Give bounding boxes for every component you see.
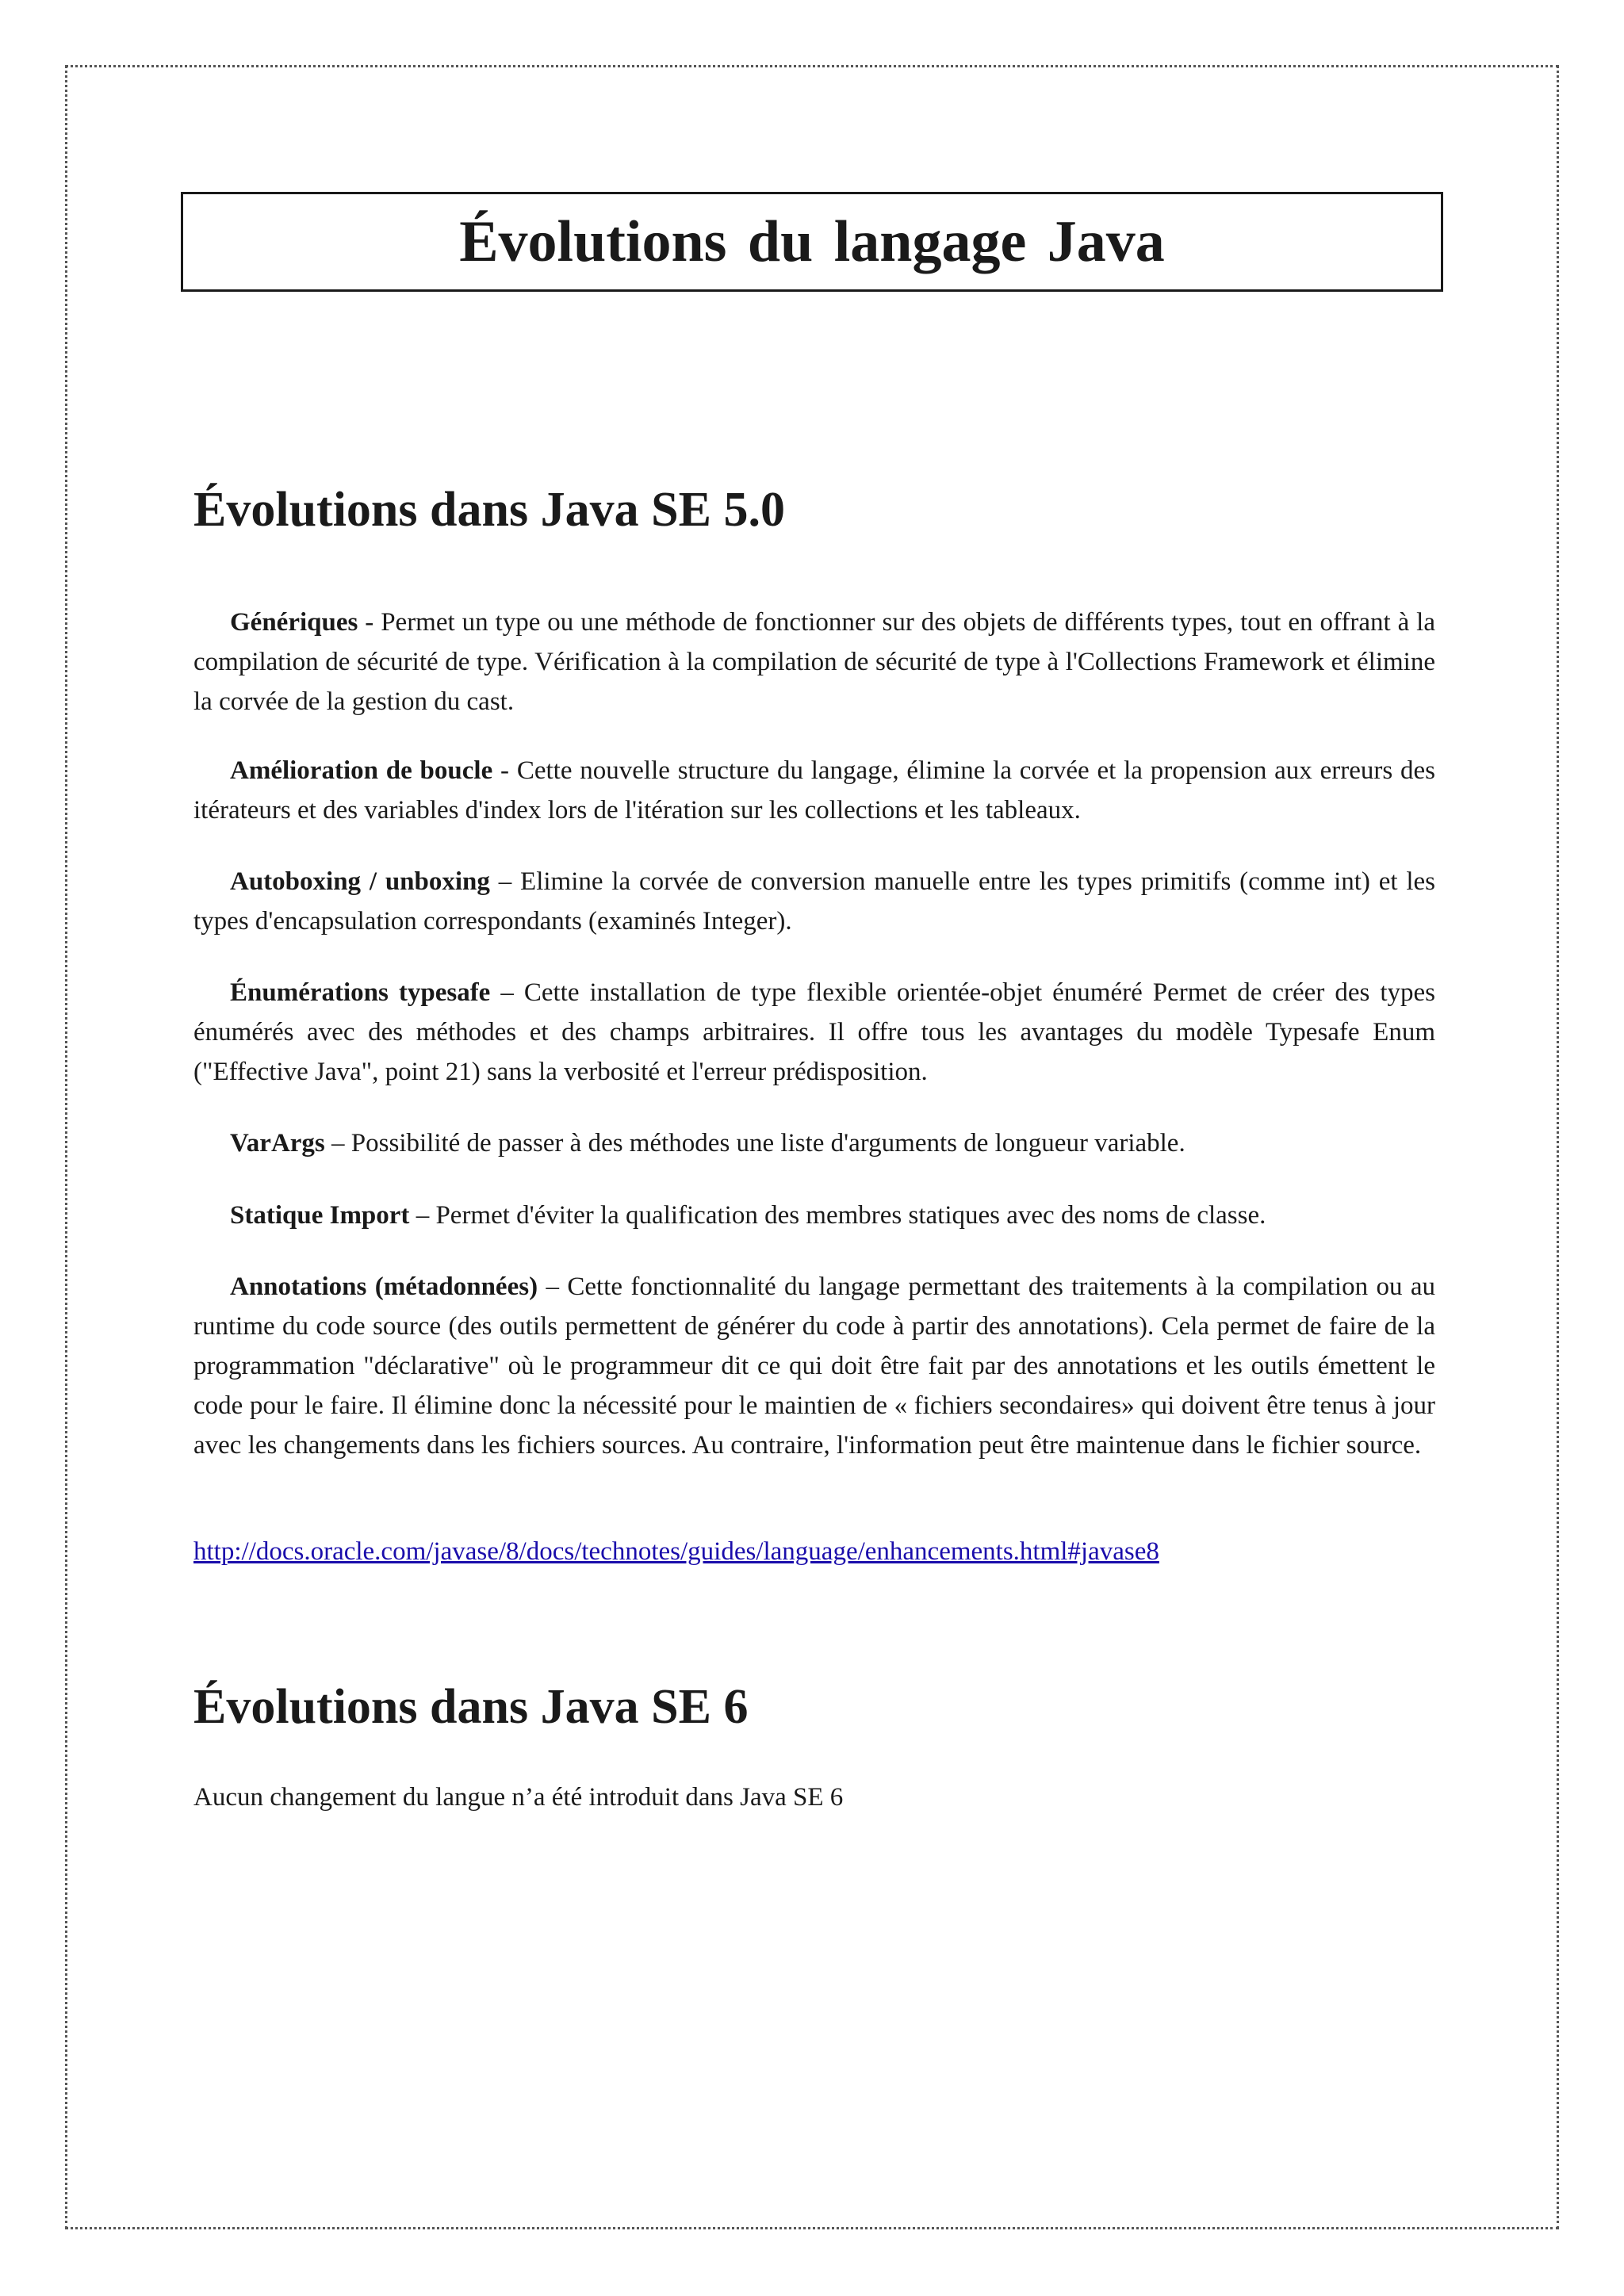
item-term: VarArgs xyxy=(230,1129,325,1158)
item-term: Statique Import xyxy=(230,1201,410,1230)
item-separator: – xyxy=(490,978,524,1007)
item-paragraph xyxy=(193,862,1435,941)
item-text: Cette installation de type flexible orientée-objet énuméré Permet de créer des types énumérés avec des méthodes et des champs arbitraires. Il offre tous les avantages du modèle Typesafe Enum ("Effective Java", point 21) sans la verbosité et l'erreur prédisposition. xyxy=(193,978,1435,1086)
docs-link-wrap xyxy=(193,1532,1435,1571)
item-text: Possibilité de passer à des méthodes une liste d'arguments de longueur variable. xyxy=(350,1129,1185,1158)
item-text: Cette nouvelle structure du langage, élimine la corvée et la propension aux erreurs des itérateurs et des variables d'index lors de l'itération sur les collections et les tableaux. xyxy=(193,756,1435,825)
item-separator: - xyxy=(492,756,517,785)
item-varargs xyxy=(193,1123,1435,1163)
item-paragraph xyxy=(193,751,1435,830)
item-annotations xyxy=(193,1267,1435,1465)
item-paragraph xyxy=(193,1196,1435,1235)
oracle-docs-link[interactable]: http://docs.oracle.com/javase/8/docs/technotes/guides/language/enhancements.html#javase8 xyxy=(193,1537,1159,1566)
item-paragraph xyxy=(193,1267,1435,1465)
item-term: Amélioration de boucle xyxy=(230,756,493,785)
item-paragraph xyxy=(193,603,1435,721)
item-text: Cette fonctionnalité du langage permettant des traitements à la compilation ou au runtime du code source (des outils permettent de générer du code à partir des annotations). Cela permet de faire de la programmation "déclarative" où le programmeur dit ce qui doit être fait par des annotations et les outils émettent le code pour le faire. Il élimine donc la nécessité pour le maintien de « fichiers secondaires» qui doivent être tenus à jour avec les changements dans les fichiers sources. Au contraire, l'information peut être maintenue dans le fichier source. xyxy=(193,1272,1435,1460)
item-separator: – xyxy=(489,867,521,896)
item-separator: – xyxy=(538,1272,568,1301)
item-paragraph xyxy=(193,973,1435,1092)
section-se6-text: Aucun changement du langue n’a été introduit dans Java SE 6 xyxy=(193,1783,844,1812)
item-paragraph xyxy=(193,1123,1435,1163)
section-se6-heading: Évolutions dans Java SE 6 xyxy=(193,1680,749,1734)
page-title: Évolutions du langage Java xyxy=(459,209,1165,274)
section-se6-body xyxy=(193,1777,1435,1817)
item-term: Autoboxing / unboxing xyxy=(230,867,490,896)
item-separator: - xyxy=(358,608,381,637)
item-autoboxing xyxy=(193,862,1435,941)
item-text: Elimine la corvée de conversion manuelle entre les types primitifs (comme int) et les types d'encapsulation correspondants (examinés Integer). xyxy=(193,867,1435,936)
section-se5-heading-wrap xyxy=(193,482,1435,538)
section-se5-heading: Évolutions dans Java SE 5.0 xyxy=(193,483,785,537)
item-term: Annotations (métadonnées) xyxy=(230,1272,538,1301)
item-generiques xyxy=(193,603,1435,721)
item-separator: – xyxy=(409,1201,436,1230)
item-term: Génériques xyxy=(230,608,358,637)
title-box xyxy=(181,192,1443,292)
item-term: Énumérations typesafe xyxy=(230,978,491,1007)
item-text: Permet un type ou une méthode de fonctionner sur des objets de différents types, tout en offrant à la compilation de sécurité de type. Vérification à la compilation de sécurité de type à l'Collections Framework et élimine la corvée de la gestion du cast. xyxy=(193,608,1435,716)
item-amelioration-boucle xyxy=(193,751,1435,830)
item-enumerations xyxy=(193,973,1435,1092)
item-separator: – xyxy=(324,1129,351,1158)
section-se6-heading-wrap xyxy=(193,1679,1435,1735)
item-statique-import xyxy=(193,1196,1435,1235)
item-text: Permet d'éviter la qualification des membres statiques avec des noms de classe. xyxy=(435,1201,1266,1230)
